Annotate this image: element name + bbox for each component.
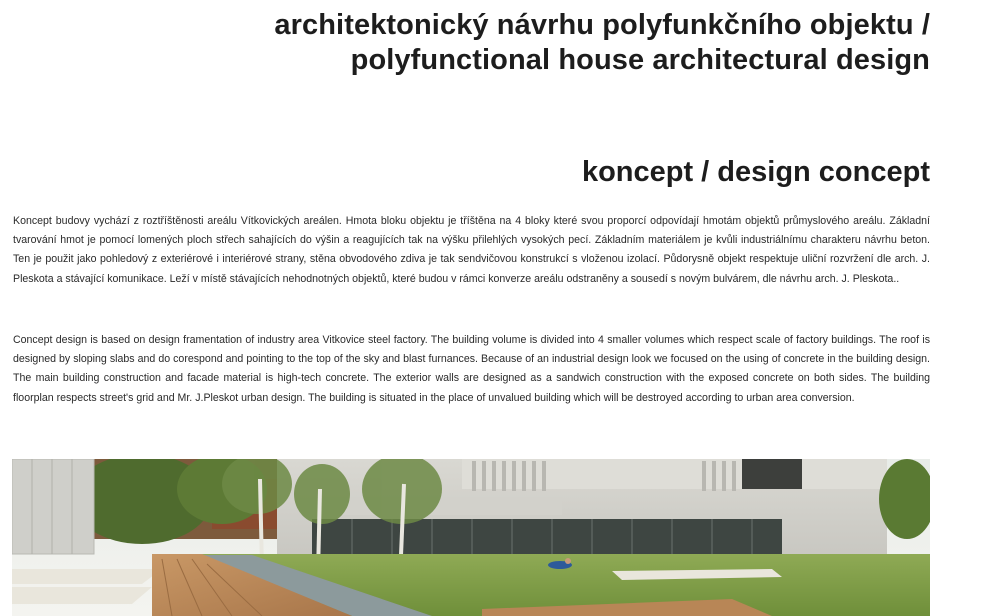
concept-text-czech: Koncept budovy vychází z roztříštěnosti areálu Vítkovických areálen. Hmota bloku objektu je tříštěna na 4 bloky které svou proporcí odpovídají hmotám objektů průmyslového areálu. Základní tvarování hmot je pomocí lomených ploch střech sahajících do výšin a reagujících tak na výšku přilehlých vysokých pecí. Základním materiálem je kvůli industriálnímu charakteru návrhu beton. Ten je použit jako pohledový z exteriérové i interiérové strany, stěna obvodového zdiva je tak sendvičovou konstrukcí s vloženou izolací. Půdorysně objekt respektuje uliční rozvržení dle arch. J. Pleskota a stávající komunikace. Leží v místě stávajících nehodnotných objektů, které budou v rámci konverze areálu odstraněny a sousedí s novým bulvárem, dle návrhu arch. J. Pleskota.. (13, 215, 930, 285)
architectural-render-image (12, 459, 930, 616)
concept-text-english: Concept design is based on design framentation of industry area Vitkovice steel factory. The building volume is divided into 4 smaller volumes which respect scale of factory buildings. The roof is designed by sloping slabs and do corespond and pointing to the top of the sky and blast furnances. Because of an industrial design look we focused on the using of concrete in the building design. The main building construction and facade material is high-tech concrete. The exterior walls are designed as a sandwich construction with the exposed concrete on both sides. The building floorplan respects street's grid and Mr. J.Pleskot urban design. The building is situated in the place of unvalued building which will be destroyed according to urban area conversion. (13, 334, 930, 404)
title-english: polyfunctional house architectural design (350, 44, 930, 76)
title-czech: architektonický návrhu polyfunkčního objektu / (274, 9, 930, 41)
render-illustration (12, 459, 930, 616)
section-heading: koncept / design concept (581, 156, 930, 188)
page-title (274, 8, 930, 78)
